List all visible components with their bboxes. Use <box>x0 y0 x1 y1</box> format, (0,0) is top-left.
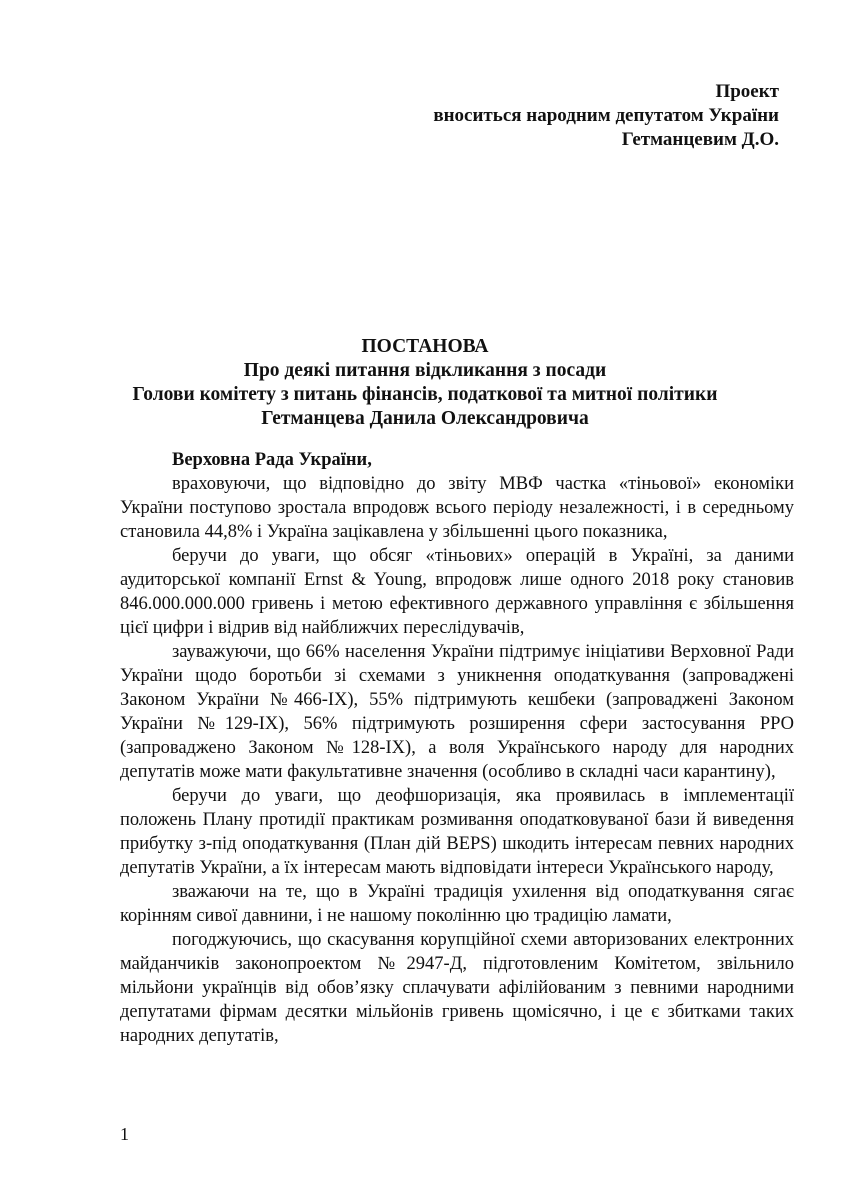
header-project-label: Проект <box>715 81 779 102</box>
project-header <box>433 80 779 152</box>
paragraph: погоджуючись, що скасування корупційної схеми авторизованих електронних майданчиків законопроектом №2947-Д, підготовленим Комітетом, звільнило мільйони українців від обов’язку сплачувати афілійованим з певними народними депутатами фірмам десятки мільйонів гривень щомісячно, і це є збитками таких народних депутатів, <box>120 930 794 1046</box>
document-type: ПОСТАНОВА <box>361 336 489 357</box>
title-line-1: Про деякі питання відкликання з посади <box>243 360 607 381</box>
title-line-2: Голови комітету з питань фінансів, податкової та митної політики <box>132 384 718 405</box>
paragraph: зважаючи на те, що в Україні традиція ухилення від оподаткування сягає корінням сивої давнини, і не нашому поколінню цю традицію ламати, <box>120 882 794 926</box>
paragraph: враховуючи, що відповідно до звіту МВФ частка «тіньової» економіки України поступово зростала впродовж всього періоду незалежності, і в середньому становила 44,8% і Україна зацікавлена у збільшенні цього показника, <box>120 474 794 542</box>
paragraph: беручи до уваги, що обсяг «тіньових» операцій в Україні, за даними аудиторської компанії Ernst & Young, впродовж лише одного 2018 року становив 846.000.000.000 гривень і метою ефективного державного управління є збільшення цієї цифри і відрив від найближчих переслідувачів, <box>120 546 794 638</box>
resolution-title <box>80 335 770 431</box>
header-author: Гетманцевим Д.О. <box>621 129 779 150</box>
paragraph: беручи до уваги, що деофшоризація, яка проявилась в імплементації положень Плану протидії практикам розмивання оподатковуваної бази й виведення прибутку з-під оподаткування (План дій BEPS) шкодить інтересам певних народних депутатів України, а їх інтересам мають відповідати інтереси Українського народу, <box>120 786 794 878</box>
header-submitted-by: вноситься народним депутатом України <box>433 105 779 126</box>
resolution-body <box>120 448 794 1048</box>
addressee: Верховна Рада України, <box>172 450 372 470</box>
paragraph: зауважуючи, що 66% населення України підтримує ініціативи Верховної Ради України щодо боротьби зі схемами з уникнення оподаткування (запроваджені Законом України №466-ІХ), 55% підтримують кешбеки (запроваджені Законом України №129-ІХ), 56% підтримують розширення сфери застосування РРО (запроваджено Законом №128-ІХ), а воля Українського народу для народних депутатів може мати факультативне значення (особливо в складні часи карантину), <box>120 642 794 782</box>
title-line-3: Гетманцева Данила Олександровича <box>261 408 589 429</box>
page-number: 1 <box>120 1124 129 1144</box>
